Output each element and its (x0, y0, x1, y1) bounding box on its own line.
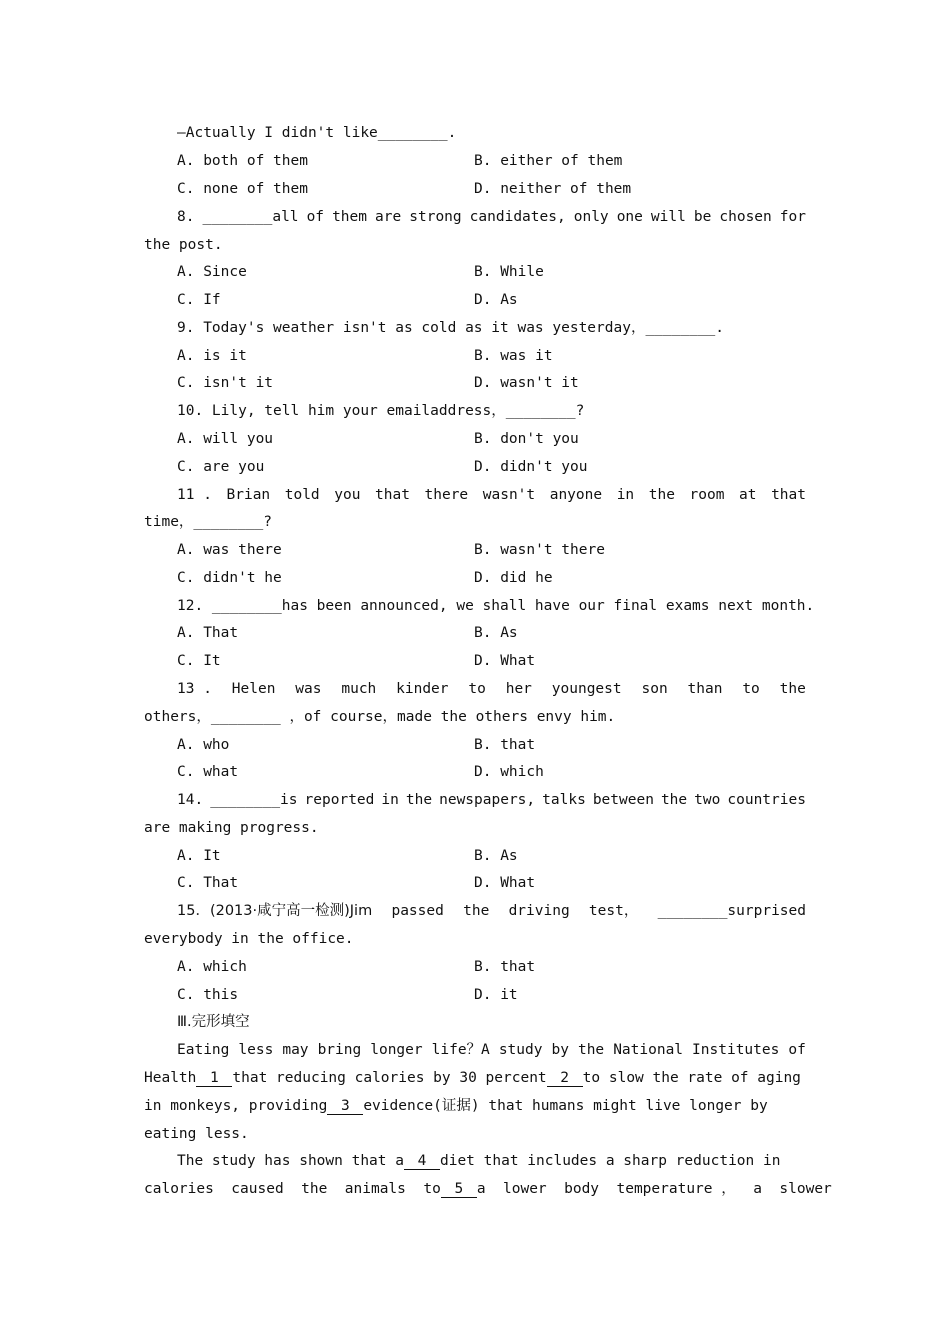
q14-option-a: A. It (177, 848, 221, 864)
justified-word: reported (304, 792, 375, 808)
q12-option-d: D. What (474, 653, 536, 669)
justified-word: her (505, 681, 532, 697)
justified-word: talks (542, 792, 586, 808)
justified-word: kinder (396, 681, 449, 697)
q11-option-c: C. didn't he (177, 570, 282, 586)
q10-stem: 10. Lily, tell him your emailaddress，________? (177, 403, 585, 419)
justified-word: that (771, 487, 806, 503)
justified-word: 15．(2013·咸宁高一检测)Jim (177, 903, 373, 919)
q14-option-b: B. As (474, 848, 518, 864)
q7-stem-tail: —Actually I didn't like________. (177, 125, 457, 141)
justified-word: youngest (551, 681, 622, 697)
justified-word: 13 . (177, 681, 212, 697)
justified-word: room (689, 487, 725, 503)
q9-stem: 9. Today's weather isn't as cold as it was yesterday，________. (177, 320, 725, 336)
justified-word: ________all (202, 209, 299, 225)
q7-option-a: A. both of them (177, 153, 308, 169)
q14-stem-line2: are making progress. (144, 820, 319, 836)
justified-word: ________is (210, 792, 298, 808)
justified-word: the (577, 1042, 605, 1058)
justified-word: the (660, 792, 688, 808)
justified-word: the (779, 681, 806, 697)
justified-word: be (693, 209, 712, 225)
passage-text: a lower body temperature ， a slower (476, 1181, 832, 1197)
justified-word: test， (588, 903, 639, 919)
justified-word: anyone (549, 487, 603, 503)
q13-option-d: D. which (474, 764, 544, 780)
justified-word: much (341, 681, 377, 697)
q11-option-a: A. was there (177, 542, 282, 558)
justified-word: to (742, 681, 760, 697)
justified-word: Institutes (692, 1042, 780, 1058)
q12-option-b: B. As (474, 625, 518, 641)
justified-word: in (616, 487, 635, 503)
q15-option-d: D. it (474, 987, 518, 1003)
passage-p1-line3 (144, 1097, 768, 1115)
q13-option-c: C. what (177, 764, 239, 780)
justified-word: than (687, 681, 723, 697)
q10-option-d: D. didn't you (474, 459, 588, 475)
passage-p1-line1 (177, 1041, 806, 1059)
passage-text: diet that includes a sharp reduction in (439, 1153, 781, 1169)
justified-word: newspapers, (439, 792, 536, 808)
cloze-blank-2: 2 (547, 1071, 583, 1087)
q8-stem-line2: the post. (144, 237, 223, 253)
q15-option-c: C. this (177, 987, 239, 1003)
q9-option-c: C. isn't it (177, 375, 274, 391)
justified-word: 11 . (177, 487, 212, 503)
justified-word: between (592, 792, 654, 808)
justified-word: two (694, 792, 721, 808)
passage-text: The study has shown that a (177, 1153, 404, 1169)
justified-word: of (788, 1042, 806, 1058)
justified-word: 14. (177, 792, 204, 808)
justified-word: to (468, 681, 486, 697)
q12-option-c: C. It (177, 653, 221, 669)
q9-option-a: A. is it (177, 348, 247, 364)
q10-option-c: C. are you (177, 459, 265, 475)
justified-word: at (739, 487, 757, 503)
justified-word: told (284, 487, 320, 503)
justified-word: are (375, 209, 402, 225)
justified-word: the (463, 903, 490, 919)
justified-word: chosen (719, 209, 772, 225)
q13-stem-line1 (177, 680, 806, 698)
justified-word: of (306, 209, 325, 225)
justified-word: life？A (431, 1042, 490, 1058)
q15-option-b: B. that (474, 959, 536, 975)
justified-word: that (375, 487, 410, 503)
justified-word: for (779, 209, 806, 225)
justified-word: study (498, 1042, 543, 1058)
q7-option-d: D. neither of them (474, 181, 632, 197)
q11-stem-line1 (177, 486, 806, 504)
q12-stem: 12. ________has been announced, we shall have our final exams next month. (177, 598, 815, 614)
q9-option-d: D. wasn't it (474, 375, 579, 391)
passage-p2-line2 (144, 1180, 832, 1198)
q8-option-b: B. While (474, 264, 544, 280)
passage-text: in monkeys, providing (144, 1098, 328, 1114)
justified-word: wasn't (482, 487, 536, 503)
justified-word: countries (727, 792, 806, 808)
cloze-blank-1: 1 (196, 1071, 232, 1087)
q8-option-a: A. Since (177, 264, 247, 280)
passage-p1-line4: eating less. (144, 1126, 249, 1142)
justified-word: them (332, 209, 367, 225)
justified-word: Helen (231, 681, 276, 697)
justified-word: may (282, 1042, 309, 1058)
cloze-blank-5: 5 (441, 1182, 477, 1198)
justified-word: by (551, 1042, 569, 1058)
justified-word: son (641, 681, 668, 697)
justified-word: there (424, 487, 469, 503)
passage-text: that reducing calories by 30 percent (232, 1070, 547, 1086)
justified-word: was (295, 681, 322, 697)
q11-option-b: B. wasn't there (474, 542, 605, 558)
section-heading-cloze: Ⅲ.完形填空 (177, 1014, 250, 1030)
cloze-blank-3: 3 (327, 1099, 363, 1115)
q15-stem-line1 (177, 902, 806, 920)
q8-stem-line1 (177, 208, 806, 226)
justified-word: passed (391, 903, 444, 919)
justified-word: Eating (177, 1042, 230, 1058)
justified-word: candidates, (469, 209, 566, 225)
q15-option-a: A. which (177, 959, 247, 975)
justified-word: in (381, 792, 399, 808)
justified-word: will (650, 209, 686, 225)
q9-option-b: B. was it (474, 348, 553, 364)
passage-text: evidence(证据) that humans might live longer by (363, 1098, 768, 1114)
justified-word: you (334, 487, 361, 503)
q14-option-c: C. That (177, 875, 239, 891)
q13-option-a: A. who (177, 737, 230, 753)
justified-word: 8. (177, 209, 195, 225)
passage-text: calories caused the animals to (144, 1181, 441, 1197)
justified-word: the (405, 792, 433, 808)
passage-p2-line1 (177, 1152, 780, 1170)
q11-stem-line2: time，________? (144, 514, 272, 530)
passage-text: Health (144, 1070, 197, 1086)
q7-option-c: C. none of them (177, 181, 308, 197)
q8-option-c: C. If (177, 292, 221, 308)
passage-text: to slow the rate of aging (582, 1070, 801, 1086)
q15-stem-line2: everybody in the office. (144, 931, 354, 947)
justified-word: strong (409, 209, 462, 225)
justified-word: ________surprised (657, 903, 806, 919)
justified-word: only (573, 209, 609, 225)
q7-option-b: B. either of them (474, 153, 623, 169)
justified-word: longer (370, 1042, 423, 1058)
justified-word: driving (508, 903, 570, 919)
q11-option-d: D. did he (474, 570, 553, 586)
q14-option-d: D. What (474, 875, 536, 891)
q14-stem-line1 (177, 791, 806, 809)
cloze-blank-4: 4 (404, 1154, 440, 1170)
q10-option-a: A. will you (177, 431, 274, 447)
justified-word: one (616, 209, 643, 225)
q12-option-a: A. That (177, 625, 239, 641)
passage-p1-line2 (144, 1069, 801, 1087)
justified-word: National (613, 1042, 684, 1058)
justified-word: less (238, 1042, 274, 1058)
justified-word: bring (317, 1042, 362, 1058)
q8-option-d: D. As (474, 292, 518, 308)
justified-word: the (648, 487, 675, 503)
justified-word: Brian (226, 487, 271, 503)
q10-option-b: B. don't you (474, 431, 579, 447)
q13-option-b: B. that (474, 737, 536, 753)
q13-stem-line2: others，________ ，of course，made the others envy him. (144, 709, 616, 725)
